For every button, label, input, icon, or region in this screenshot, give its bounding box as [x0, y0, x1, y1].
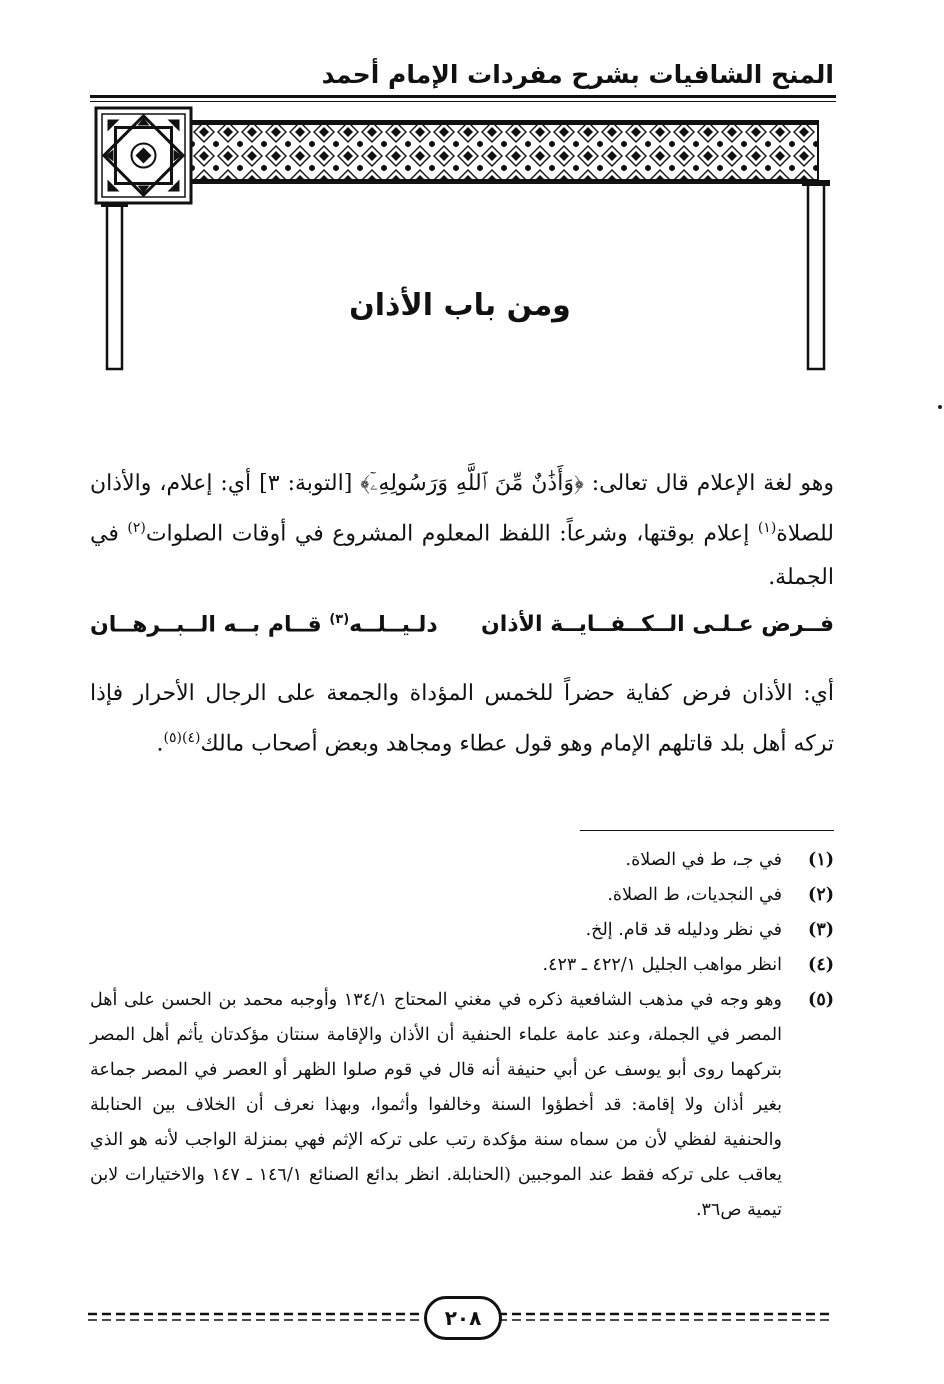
verse-word: دلـيــلــه	[349, 612, 438, 638]
footnote-text: انظر مواهب الجليل ٤٢٢/١ ـ ٤٢٣.	[542, 955, 782, 975]
verse-rest: قــام بــه الــبــرهــان	[90, 612, 330, 638]
left-pillar	[101, 202, 128, 369]
footnote-ref: (٢)	[127, 520, 146, 536]
footnote-number: (١)	[808, 850, 834, 870]
footnote-text: في جـ، ط في الصلاة.	[625, 850, 782, 870]
footnote-item	[90, 878, 834, 913]
ornamental-band	[190, 121, 818, 183]
footnote-text: في النجديات، ط الصلاة.	[607, 885, 782, 905]
chapter-frame	[0, 0, 944, 420]
definition-text: وهو لغة الإعلام قال تعالى: ﴿وَأَذَٰنٌ مِّنَ ٱللَّهِ وَرَسُولِهِۦٓ﴾ [التوبة: ٣] أي: إعلام، والأذان للصلاة	[90, 471, 834, 547]
commentary-end: .	[156, 731, 164, 757]
chapter-title: ومن باب الأذان	[349, 288, 571, 323]
footnote-text: وهو وجه في مذهب الشافعية ذكره في مغني المحتاج ١٣٤/١ وأوجبه محمد بن الحسن على أهل المصر في الجملة، وعند عامة علماء الحنفية أن الأذان والإقامة سنتان مؤكدتان يأثم أهل المصر بتركهما روى أبو يوسف عن أبي حنيفة أنه قال في قوم صلوا الظهر أو العصر في المصر جماعة بغير أذان ولا إقامة: قد أخطؤوا السنة وخالفوا وأثموا، وبهذا نعرف أن الخلاف بين الحنابلة والحنفية لفظي لأن من سماه سنة مؤكدة رتب على تركه الإثم فهي بمنزلة الواجب لأنه هو الذي يعاقب على تركه فقط عند الموجبين (الحنابلة. انظر بدائع الصنائع ١٤٦/١ ـ ١٤٧ والاختيارات لابن تيمية ص٣٦.	[90, 990, 782, 1220]
footnote-number: (٣)	[808, 920, 834, 940]
footnote-item	[90, 843, 834, 878]
definition-text-3: في الجملة.	[90, 521, 834, 591]
footnote-number: (٥)	[808, 990, 834, 1010]
footnote-ref: (٤)(٥)	[163, 730, 201, 746]
verse-hemistich-right: فــرض عـلـى الــكــفــايــة الأذان	[481, 612, 834, 637]
footnote-text: في نظر ودليله قد قام. إلخ.	[585, 920, 782, 940]
arabesque-ornament-icon	[96, 108, 191, 203]
footnote-ref: (١)	[757, 520, 777, 536]
verse-hemistich-left	[90, 612, 438, 637]
commentary-paragraph	[90, 672, 834, 766]
running-header: المنح الشافيات بشرح مفردات الإمام أحمد	[321, 60, 834, 89]
verse-line	[90, 612, 834, 637]
commentary-text: أي: الأذان فرض كفاية حضراً للخمس المؤداة والجمعة على الرجال الأحرار فإذا تركه أهل بلد قاتلهم الإمام وهو قول عطاء ومجاهد وبعض أصحاب مالك	[90, 681, 834, 757]
footnote-number: (٤)	[808, 955, 834, 975]
footnotes	[90, 843, 834, 1228]
stray-mark	[938, 405, 942, 409]
right-pillar	[802, 180, 830, 369]
definition-paragraph	[90, 462, 834, 600]
footnote-separator	[580, 830, 834, 831]
footnote-item	[90, 948, 834, 983]
footnote-item	[90, 913, 834, 948]
footnote-number: (٢)	[808, 885, 834, 905]
footnote-item	[90, 983, 834, 1228]
page-number: ٢٠٨	[424, 1296, 502, 1340]
footnote-ref: (٣)	[329, 612, 350, 627]
definition-text-2: إعلام بوقتها، وشرعاً: اللفظ المعلوم المشروع في أوقات الصلوات	[145, 521, 758, 547]
